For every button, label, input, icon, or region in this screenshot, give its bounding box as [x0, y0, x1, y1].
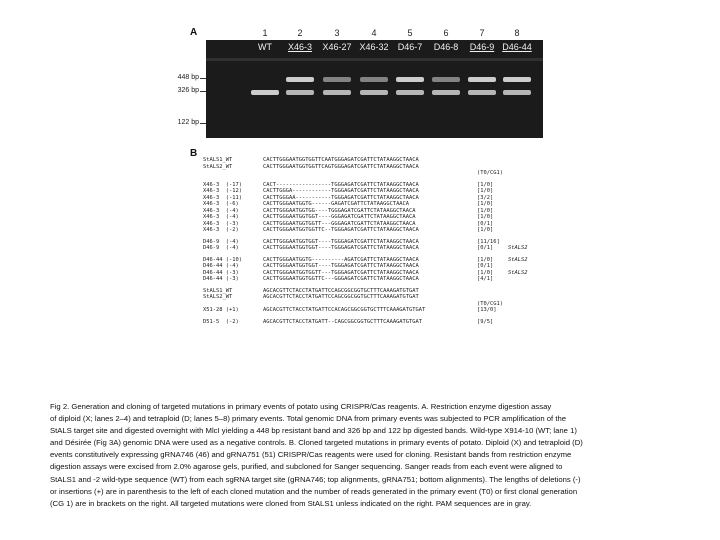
- alignment-ct: [1/0]: [477, 207, 494, 214]
- caption-line: StALS1 and -2 wild-type sequence (WT) from each sgRNA target site (gRNA746; top alignments, gRNA751; bottom alignments). The lengths of deletions (-): [50, 474, 581, 484]
- alignment-ct: [1/0]: [477, 256, 494, 263]
- gel-band: [503, 90, 531, 95]
- ct-header: (T0/CG1): [477, 170, 503, 176]
- lane-name: D46-9: [469, 42, 495, 52]
- alignment-id: X46-3 (-4): [203, 207, 239, 214]
- alignment-id: X46-3 (-17): [203, 181, 242, 188]
- alignment-id: X46-3 (-11): [203, 194, 242, 201]
- alignment-seq: CACTTGGGA------------TGGGAGATCGATTCTATAAGGCTAACA: [263, 188, 419, 194]
- gel-band: [251, 90, 279, 95]
- alignment-id: StALS2_WT: [203, 163, 233, 170]
- alignment-id: X46-3 (-12): [203, 188, 242, 194]
- alignment-row: [203, 245, 563, 252]
- alignment-seq: CACTTGGGAATGGTGGT----TGGGAGATCGATTCTATAAGGCTAACA: [263, 238, 419, 245]
- lane-name: X46-3: [287, 42, 313, 52]
- lane-number: 1: [262, 28, 268, 38]
- bp-marker-label: 326 bp: [177, 87, 199, 94]
- alignment-id: X51-28 (+1): [203, 307, 239, 313]
- alignment-seq: AGCACGTTCTACCTATGATTCCACAGCGGCGGTGCTTTCAAAGATGTGAT: [263, 307, 426, 313]
- gel-well-line: [206, 58, 543, 61]
- alignment-note: StALS2: [508, 269, 528, 276]
- alignment-id: D46-44 (-3): [203, 276, 239, 282]
- gel-band: [323, 77, 351, 82]
- lane-name: D46-8: [433, 42, 459, 52]
- alignment-id: D46-44 (-4): [203, 263, 239, 269]
- gel-band: [468, 90, 496, 95]
- gel-band: [286, 90, 314, 95]
- figure-caption: [50, 401, 693, 510]
- lane-number: 3: [334, 28, 340, 38]
- gel-band: [286, 77, 314, 82]
- alignment-row: [203, 276, 563, 283]
- alignment-row: [203, 319, 563, 326]
- lane-number: 4: [371, 28, 377, 38]
- alignment-row: [203, 227, 563, 234]
- gel-band: [323, 90, 351, 95]
- caption-line: Fig 2. Generation and cloning of targeted mutations in primary events of potato using CRISPR/Cas reagents. A. Restriction enzyme digestion assay: [50, 402, 552, 411]
- alignment-id: D46-9 (-4): [203, 245, 239, 251]
- alignment-seq: CACTTGGGAA-----------TGGGAGATCGATTCTATAAGGCTAACA: [263, 194, 419, 201]
- alignment-note: StALS2: [508, 256, 528, 263]
- alignment-ct: [1/0]: [477, 214, 494, 220]
- sequence-alignments: [203, 157, 563, 379]
- alignment-ct: [0/1]: [477, 245, 494, 251]
- alignment-seq: CACTTGGGAATGGTG----------AGATCGATTCTATAAGGCTAACA: [263, 256, 419, 263]
- caption-line: or insertions (+) are in parenthesis to the left of each cloned mutation and the number of reads generated in the primary event (T0) or first clonal generation: [50, 486, 578, 496]
- alignment-seq: CACTTGGGAATGGTGGTTCAGTGGGAGATCGATTCTATAAGGCTAACA: [263, 163, 419, 170]
- lane-name: D46-44: [502, 42, 532, 52]
- alignment-seq: CACTTGGGAATGGTGGT----TGGGAGATCGATTCTATAAGGCTAACA: [263, 245, 419, 251]
- alignment-seq: CACTTGGGAATGGTGGTT---GGGAGATCGATTCTATAAGGCTAACA: [263, 220, 416, 227]
- alignment-note: StALS2: [508, 245, 528, 251]
- lane-name: WT: [258, 42, 272, 52]
- alignment-id: X46-3 (-3): [203, 220, 239, 227]
- gel-band: [360, 77, 388, 82]
- alignment-id: D51-5 (-2): [203, 318, 239, 325]
- alignment-ct: [3/2]: [477, 194, 494, 201]
- alignment-id: D46-44 (-3): [203, 269, 239, 276]
- alignment-id: X46-3 (-2): [203, 227, 239, 233]
- lane-number: 7: [479, 28, 485, 38]
- gel-band: [396, 90, 424, 95]
- lane-name: D46-7: [397, 42, 423, 52]
- alignment-id: StALS1_WT: [203, 287, 233, 294]
- ct-header: (T0/CG1): [477, 300, 503, 307]
- bp-marker-label: 448 bp: [177, 74, 199, 81]
- gel-band: [503, 77, 531, 82]
- alignment-id: X46-3 (-4): [203, 214, 239, 220]
- alignment-ct: [9/5]: [477, 318, 494, 325]
- caption-line: events constitutively expressing gRNA746 (46) and gRNA751 (51) CRISPR/Cas reagents were used for cloning. Resistant bands from restriction enzyme: [50, 450, 572, 460]
- alignment-ct: [1/0]: [477, 181, 494, 188]
- alignment-id: StALS2_WT: [203, 294, 233, 300]
- alignment-row: [203, 307, 563, 314]
- gel-band: [468, 77, 496, 82]
- alignment-id: StALS1_WT: [203, 157, 233, 163]
- gel-band: [432, 90, 460, 95]
- caption-line: of diploid (X; lanes 2–4) and tetraploid (D; lanes 5–8) primary events. Total genomic DNA from primary events was subjected to PCR amplification of the: [50, 414, 567, 424]
- bp-marker-label: 122 bp: [177, 119, 199, 126]
- alignment-ct: [1/0]: [477, 227, 494, 233]
- alignment-seq: CACTTGGGAATGGTG------GAGATCGATTCTATAAGGCTAACA: [263, 201, 410, 207]
- alignment-ct: [1/0]: [477, 201, 494, 207]
- panel-b-label: B: [190, 148, 198, 159]
- panel-a-label: A: [190, 27, 198, 38]
- alignment-seq: CACTTGGGAATGGTGGT----GGGAGATCGATTCTATAAGGCTAACA: [263, 214, 416, 220]
- alignment-ct: [4/1]: [477, 276, 494, 282]
- alignment-seq: CACTTGGGAATGGTGGTT---TGGGAGATCGATTCTATAAGGCTAACA: [263, 269, 419, 276]
- alignment-header-row: [203, 170, 563, 177]
- lane-number: 2: [297, 28, 303, 38]
- alignment-seq: CACTTGGGAATGGTGGTTC--TGGGAGATCGATTCTATAAGGCTAACA: [263, 227, 419, 233]
- alignment-seq: AGCACGTTCTACCTATGATT--CAGCGGCGGTGCTTTCAAAGATGTGAT: [263, 318, 423, 325]
- alignment-seq: AGCACGTTCTACCTATGATTCCAGCGGCGGTGCTTTCAAAGATGTGAT: [263, 294, 419, 300]
- lane-number: 6: [443, 28, 449, 38]
- lane-number: 5: [407, 28, 413, 38]
- caption-line: (CG 1) are in brackets on the right. All targeted mutations were cloned from StALS1 unless indicated on the right. PAM sequences are in gray.: [50, 498, 532, 508]
- alignment-id: D46-9 (-4): [203, 238, 239, 245]
- gel-band: [432, 77, 460, 82]
- alignment-id: D46-44 (-10): [203, 256, 242, 263]
- alignment-ct: [11/16]: [477, 238, 500, 245]
- alignment-ct: [13/0]: [477, 307, 497, 313]
- gel-band: [396, 77, 424, 82]
- alignment-id: X46-3 (-6): [203, 201, 239, 207]
- alignment-seq: CACTTGGGAATGGTGGT----TGGGAGATCGATTCTATAAGGCTAACA: [263, 263, 419, 269]
- alignment-seq: CACT-----------------TGGGAGATCGATTCTATAAGGCTAACA: [263, 181, 419, 188]
- caption-line: digestion assays were excised from 2.0% agarose gels, purified, and subcloned for Sanger sequencing. Sanger reads from each event were aligned to: [50, 462, 563, 472]
- gel-image: [206, 40, 543, 138]
- gel-band: [360, 90, 388, 95]
- caption-line: StALS target site and digested overnight with MlcI yielding a 448 bp resistant band and 326 bp and 122 bp digested bands. Wild-type X914-10 (WT; lane 1): [50, 426, 577, 436]
- alignment-seq: AGCACGTTCTACCTATGATTCCAGCGGCGGTGCTTTCAAAGATGTGAT: [263, 287, 419, 294]
- alignment-ct: [1/0]: [477, 188, 494, 194]
- alignment-seq: CACTTGGGAATGGTGG----TGGGAGATCGATTCTATAAGGCTAACA: [263, 207, 416, 214]
- alignment-ct: [0/1]: [477, 220, 494, 227]
- alignment-seq: CACTTGGGAATGGTGGTTC---GGGAGATCGATTCTATAAGGCTAACA: [263, 276, 419, 282]
- caption-line: and Désirée (Fig 3A) genomic DNA were used as a negative controls. B. Cloned targeted mutations in primary events of potato. Diploid (X) and tetraploid (D): [50, 438, 583, 448]
- alignment-ct: [1/0]: [477, 269, 494, 276]
- lane-name: X46-32: [359, 42, 389, 52]
- lane-number: 8: [514, 28, 520, 38]
- alignment-ct: [0/1]: [477, 263, 494, 269]
- lane-name: X46-27: [322, 42, 352, 52]
- alignment-seq: CACTTGGGAATGGTGGTTCAATGGGAGATCGATTCTATAAGGCTAACA: [263, 157, 419, 163]
